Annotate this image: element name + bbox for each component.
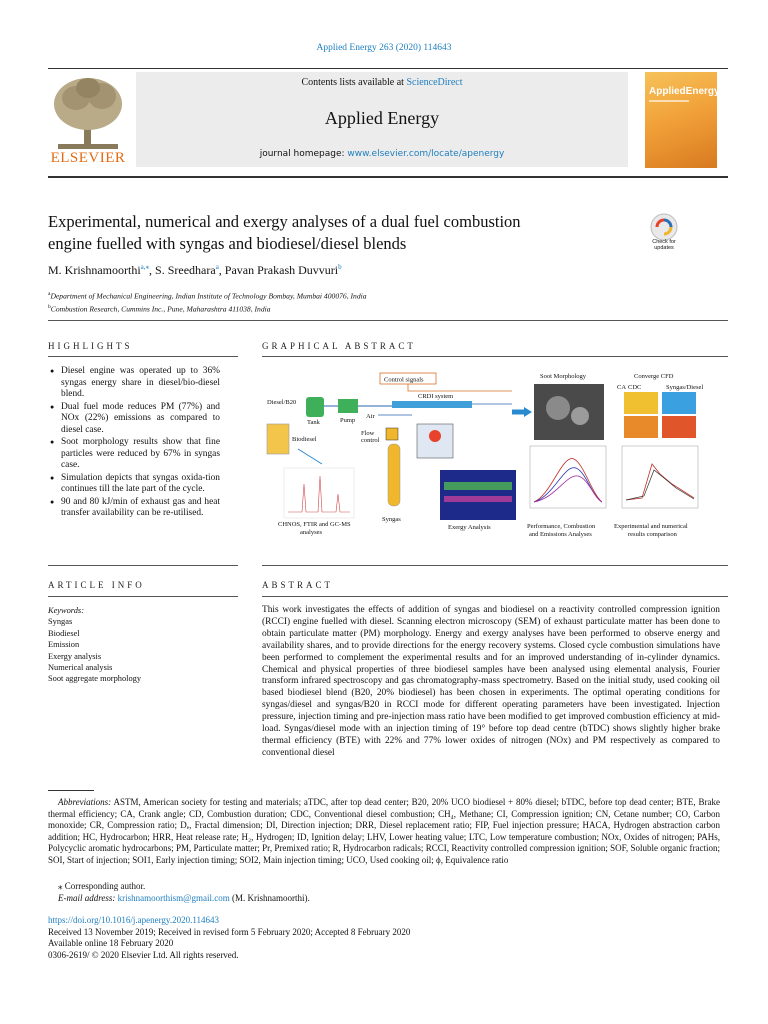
keyword: Numerical analysis — [48, 663, 113, 673]
exergy-label: Exergy Analysis — [448, 524, 491, 531]
keyword: Soot aggregate morphology — [48, 674, 142, 684]
copyright: 0306-2619/ © 2020 Elsevier Ltd. All rights reserved. — [48, 949, 239, 960]
flow-control-label-2: control — [361, 437, 380, 444]
flow-control-label-1: Flow — [361, 430, 375, 437]
affiliation-text: Combustion Research, Cummins Inc., Pune, Maharashtra 411038, India — [50, 304, 271, 314]
title-line-2: engine fuelled with syngas and biodiesel/diesel blends — [48, 234, 407, 253]
affiliation-rule — [48, 320, 728, 321]
check-for-updates-badge[interactable] — [646, 212, 682, 256]
chnos-label-1: CHNOS, FTIR and GC-MS — [278, 521, 351, 528]
ca-label: CA — [617, 384, 627, 391]
chnos-label-2: analyses — [300, 529, 323, 536]
received-dates: Received 13 November 2019; Received in revised form 5 February 2020; Accepted 8 February 2020 — [48, 926, 411, 937]
graphical-abstract-heading: GRAPHICAL ABSTRACT — [262, 341, 416, 351]
publication-info — [48, 915, 410, 961]
pump-label: Pump — [340, 417, 356, 424]
affiliation-sup: b — [48, 303, 51, 310]
available-online: Available online 18 February 2020 — [48, 938, 174, 948]
author-list: M. Krishnamoorthi$^{a,⁎}$, S. Sreedhara$^a$, Pavan Prakash Duvvuri$^b$ — [48, 263, 342, 277]
exergy-band — [444, 482, 512, 490]
check-updates-line-1: Check for — [652, 239, 676, 245]
article-info-rule — [48, 596, 238, 597]
combustion-flame — [429, 430, 441, 442]
comparison-label-1: Experimental and numerical — [614, 523, 688, 530]
graphical-abstract-figure — [262, 364, 728, 550]
exergy-band — [444, 496, 512, 502]
email-footnote — [58, 893, 310, 905]
flow-arrow-head — [524, 407, 532, 417]
footnote-rule — [48, 790, 94, 791]
cfd-frame — [624, 392, 658, 414]
highlights-rule — [48, 356, 238, 357]
syngas-label: Syngas — [382, 516, 401, 523]
article-info-heading: ARTICLE INFO — [48, 580, 145, 590]
keyword: Exergy analysis — [48, 651, 102, 661]
elsevier-tree-icon — [48, 74, 128, 152]
biodiesel-label: Biodiesel — [292, 436, 317, 443]
tank-shape — [306, 397, 324, 417]
syngas-cylinder — [388, 444, 400, 506]
check-updates-text — [646, 239, 682, 251]
highlight-item: ● Simulation depicts that syngas oxida-tion continues till the late part of the cycle. — [48, 473, 220, 496]
highlight-item: ● 90 and 80 kJ/min of exhaust gas and heat transfer availability can be re-utilised. — [48, 497, 220, 520]
abstract-rule — [262, 596, 728, 597]
keywords-label: Keywords: — [48, 606, 84, 615]
author-sup[interactable]: a — [215, 263, 219, 271]
elsevier-logo — [48, 74, 128, 166]
cdc-label: CDC — [628, 384, 642, 391]
contents-prefix: Contents lists available at — [301, 77, 407, 88]
air-label: Air — [366, 413, 375, 420]
highlight-item: ● Soot morphology results show that fine particles were reduced by 67% in syngas case. — [48, 437, 220, 472]
article-info-top-rule — [48, 565, 238, 566]
pump-shape — [338, 399, 358, 413]
cfd-frame — [624, 416, 658, 438]
abbreviations-footnote — [48, 797, 720, 866]
diesel-b20-label: Diesel/B20 — [267, 399, 297, 406]
abbreviations-text: ASTM, American society for testing and materials; aTDC, after top dead center; B20, 20% UCO biodiesel + 80% diesel; bTDC, before top dead center; BTE, Brake thermal efficiency; CA, Crank angle; CD, Combustion duration; CDC, Conventional diesel combustion; CH₄, Methane; CI, Compression ignition; CN, Cetane number; CO, Carbon monoxide; CR, Compression ratio; Dₑ, Fractal dimension; DI, Direction injection; DRR, Diesel replacement ratio; FIP, Fuel injection pressure; HACA, Hydrogen abstraction carbon addition; HC, Hydrocarbon; HRR, Heat release rate; H₂, Hydrogen; ID, Ignition delay; LHV, Lower heating value; LTC, Low temperature combustion; NOx, Oxides of nitrogen; PAHs, Polycyclic aromatic hydrocarbons; PM, Particulate matter; Pr, Premixed ratio; R, Hydrocarbon radicals; RCCI, Reactivity controlled compression ignition; SOF, Soluble organic fraction; SOI, Start of injection; SOI1, Early injection timing; SOI2, Main injection timing; UCO, Used cooking oil; ϕ, Equivalence ratio — [48, 797, 720, 865]
control-signals-label: Control signals — [384, 376, 424, 384]
title-line-1: Experimental, numerical and exergy analyses of a dual fuel combustion — [48, 212, 521, 231]
keyword: Syngas — [48, 617, 73, 627]
email-label: E-mail address: — [58, 893, 116, 903]
analysis-arrow — [298, 449, 322, 464]
article-title — [48, 211, 628, 255]
cfd-frame — [662, 416, 696, 438]
keyword: Biodiesel — [48, 628, 80, 638]
comparison-label-2: results comparison — [628, 531, 677, 538]
graphical-abstract-rule — [262, 356, 728, 357]
affiliation-b — [48, 302, 367, 315]
corresponding-author-note: ⁎ Corresponding author. — [58, 881, 146, 891]
author-name[interactable]: S. Sreedhara — [155, 263, 216, 277]
affiliations — [48, 289, 367, 314]
syngas-diesel-label: Syngas/Diesel — [666, 384, 704, 391]
performance-label-2: and Emissions Analyses — [529, 531, 592, 538]
journal-name: Applied Energy — [324, 108, 440, 128]
check-updates-icon — [646, 212, 682, 242]
sciencedirect-link[interactable]: ScienceDirect — [406, 77, 463, 88]
abstract-heading: ABSTRACT — [262, 580, 334, 590]
email-suffix: (M. Krishnamoorthi). — [231, 893, 310, 903]
converge-label: Converge CFD — [634, 373, 674, 380]
affiliation-sup: a — [48, 291, 51, 297]
tank-label: Tank — [307, 419, 320, 426]
header-bottom-rule — [48, 176, 728, 178]
homepage-prefix: journal homepage: — [259, 149, 348, 159]
author-sup[interactable]: a,⁎ — [140, 263, 150, 271]
header-top-rule — [48, 68, 728, 69]
cover-rule — [649, 100, 689, 102]
doi-link[interactable]: https://doi.org/10.1016/j.apenergy.2020.114643 — [48, 915, 219, 925]
email-link[interactable]: krishnamoorthism@gmail.com — [117, 893, 230, 903]
highlight-item: ● Dual fuel mode reduces PM (77%) and NOx (22%) emissions as compared to diesel case. — [48, 402, 220, 437]
author-name[interactable]: Pavan Prakash Duvvuri — [224, 263, 339, 277]
soot-label: Soot Morphology — [540, 373, 587, 380]
abstract-text: This work investigates the effects of addition of syngas and biodiesel on a reactivity controlled compression ignition (RCCI) engine fuelled with diesel. Scanning electron microscopy (SEM) of exhaust particulate matter has been done to obtain particulate matter (PM) morphology. Energy and exergy analyses have been performed to observe energy and availability shares, and to provide directions for the energy recovery systems. Closed cycle combustion simulations have been performed to complement the experimental results and for an improved understanding of in-cylinder dynamics. Chemical and physical properties of three biodiesel samples have been analysed using elemental analysis, Fourier transform infrared spectroscopy and gas chromatography-mass spectrometry. Based on the initial study, used cooking oil based biodiesel blend (B20, 20% biodiesel) has been chosen in experiments. The optimal operating conditions for syngas/diesel and syngas/B20 in RCCI mode for different operating parameters have been investigated. Injection pressure, injection timing and pre-injection mass ratio have been modified to get improved combustion efficiency at mid-load. Syngas/diesel mode with an injection timing of 19° before top dead centre (bTDC) shows slightly higher brake thermal efficiency (BTE) with 22% and 77% lower oxides of nitrogen (NOx) and PM respectively as compared to conventional diesel — [262, 605, 720, 758]
author-sup[interactable]: b — [338, 263, 342, 271]
cfd-frame — [662, 392, 696, 414]
contents-line — [136, 77, 628, 88]
affiliation-text: Department of Mechanical Engineering, Indian Institute of Technology Bombay, Mumbai 400076, India — [50, 291, 367, 301]
journal-cover — [645, 72, 720, 168]
journal-header-box — [136, 72, 628, 167]
abstract-top-rule — [262, 565, 728, 566]
performance-label-1: Performance, Combustion — [527, 523, 596, 530]
journal-citation[interactable]: Applied Energy 263 (2020) 114643 — [316, 43, 452, 53]
soot-particle — [571, 407, 589, 425]
crdi-rail — [392, 401, 472, 408]
highlight-item: ● Diesel engine was operated up to 36% syngas energy share in diesel/bio-diesel blend. — [48, 366, 220, 401]
abbreviations-label: Abbreviations: — [58, 797, 112, 807]
control-signal-line — [408, 384, 512, 391]
biodiesel-beaker — [267, 424, 289, 454]
keywords-block — [48, 605, 238, 685]
soot-particle — [546, 396, 570, 420]
publisher-logo-text: ELSEVIER — [50, 150, 126, 166]
flow-control-box — [386, 428, 398, 440]
check-updates-line-2: updates — [654, 245, 674, 251]
keyword: Emission — [48, 640, 80, 650]
homepage-line — [136, 149, 628, 159]
affiliation-a — [48, 289, 367, 302]
author-name[interactable]: M. Krishnamoorthi — [48, 263, 141, 277]
highlights-list — [48, 366, 220, 521]
crdi-label: CRDI system — [418, 393, 454, 400]
exergy-chart — [440, 470, 516, 520]
cover-title: AppliedEnergy — [649, 86, 720, 97]
highlights-heading: HIGHLIGHTS — [48, 341, 133, 351]
homepage-link[interactable]: www.elsevier.com/locate/apenergy — [347, 149, 505, 159]
